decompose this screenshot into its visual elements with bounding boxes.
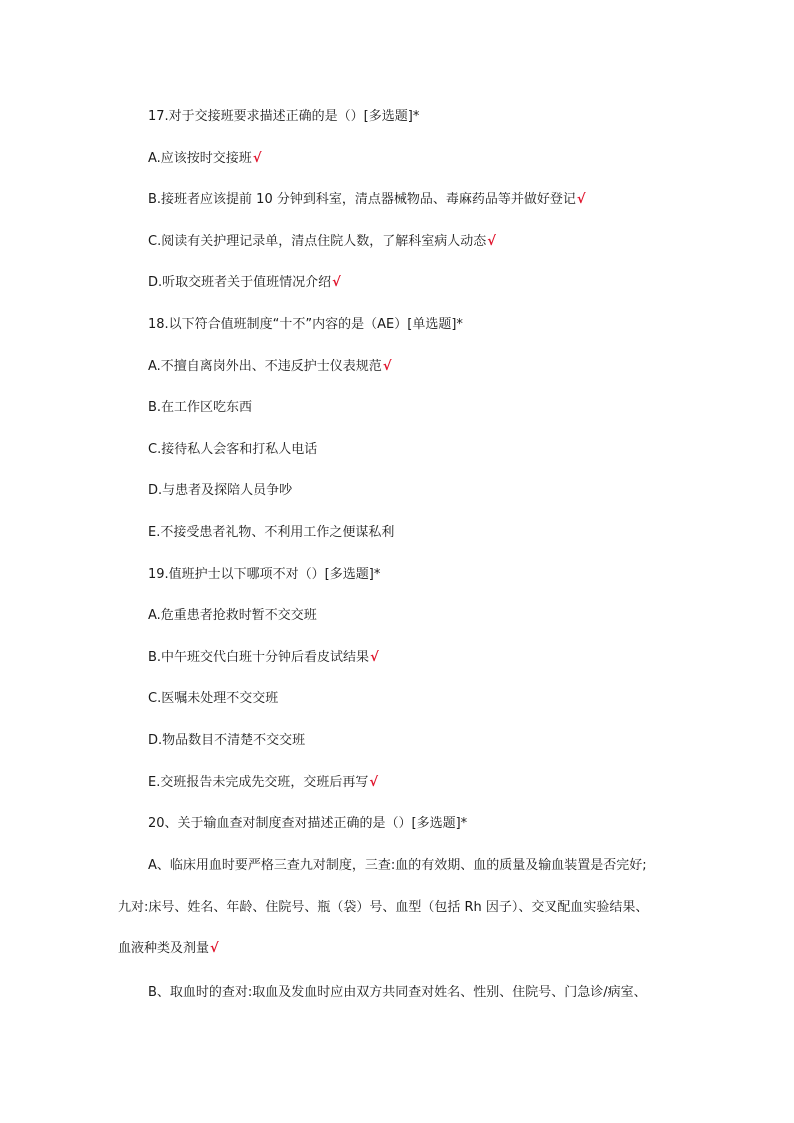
check-mark-icon: √ <box>382 359 392 374</box>
q17-option-d: D.听取交班者关于值班情况介绍√ <box>148 275 341 290</box>
q19-option-d: D.物品数目不清楚不交交班 <box>148 733 306 748</box>
q19-option-a: A.危重患者抢救时暂不交交班 <box>148 608 317 623</box>
check-mark-icon: √ <box>210 941 219 956</box>
q18-option-e: E.不接受患者礼物、不利用工作之便谋私利 <box>148 525 395 540</box>
q18-option-b: B.在工作区吃东西 <box>148 400 253 415</box>
q20-option-a-line1: A、临床用血时要严格三查九对制度，三查:血的有效期、血的质量及输血装置是否完好; <box>148 858 647 873</box>
q19-option-c: C.医嘱未处理不交交班 <box>148 691 279 706</box>
check-mark-icon: √ <box>370 650 379 665</box>
q20-question: 20、关于输血查对制度查对描述正确的是（）[多选题]* <box>148 816 468 831</box>
q20-option-b-line1: B、取血时的查对:取血及发血时应由双方共同查对姓名、性别、住院号、门急诊/病室、 <box>148 985 647 1000</box>
q19-question: 19.值班护士以下哪项不对（）[多选题]* <box>148 567 381 582</box>
q18-option-c: C.接待私人会客和打私人电话 <box>148 442 318 457</box>
check-mark-icon: √ <box>369 775 379 790</box>
q19-option-e: E.交班报告未完成先交班，交班后再写√ <box>148 775 379 790</box>
q17-option-a: A.应该按时交接班√ <box>148 151 262 166</box>
check-mark-icon: √ <box>576 192 586 207</box>
q18-option-d: D.与患者及探陪人员争吵 <box>148 483 293 498</box>
q17-option-b: B.接班者应该提前 10 分钟到科室，清点器械物品、毒麻药品等并做好登记√ <box>148 192 586 207</box>
q20-option-a-line3: 血液种类及剂量√ <box>118 941 219 956</box>
q17-option-c: C.阅读有关护理记录单，清点住院人数，了解科室病人动态√ <box>148 234 496 249</box>
q17-question: 17.对于交接班要求描述正确的是（）[多选题]* <box>148 109 420 124</box>
check-mark-icon: √ <box>487 234 496 249</box>
q20-option-a-line2: 九对:床号、姓名、年龄、住院号、瓶（袋）号、血型（包括 Rh 因子）、交叉配血实验结果、 <box>118 900 649 915</box>
q18-question: 18.以下符合值班制度“十不”内容的是（AE）[单选题]* <box>148 317 463 332</box>
check-mark-icon: √ <box>332 275 341 290</box>
check-mark-icon: √ <box>252 151 262 166</box>
q18-option-a: A.不擅自离岗外出、不违反护士仪表规范√ <box>148 359 392 374</box>
q19-option-b: B.中午班交代白班十分钟后看皮试结果√ <box>148 650 379 665</box>
